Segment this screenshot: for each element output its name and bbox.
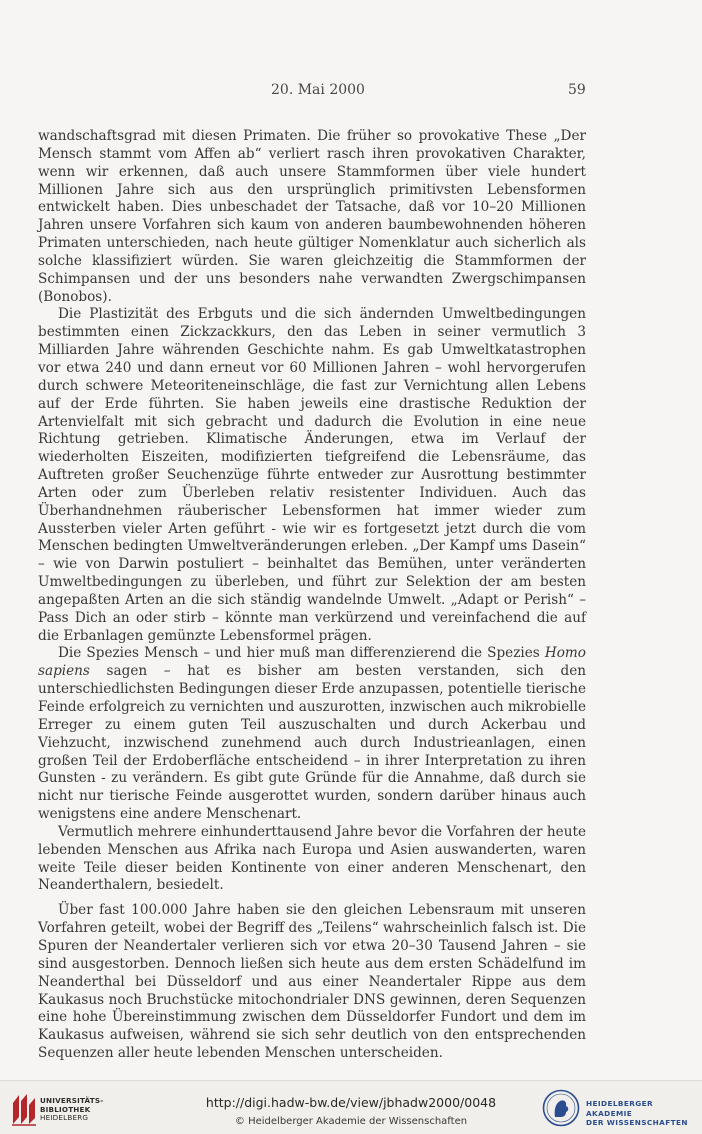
paragraph-3-start: Die Spezies Mensch – und hier muß man differenzierend die Spezies — [58, 645, 545, 662]
running-header — [0, 82, 702, 102]
library-line-2: BIBLIOTHEK — [40, 1104, 91, 1114]
library-line-1: UNIVERSITÄTS- — [40, 1096, 104, 1105]
species-name-italic: Homo sapiens — [38, 645, 586, 680]
academy-name — [586, 1099, 702, 1128]
header-date: 20. Mai 2000 — [271, 82, 365, 98]
paragraph-3 — [38, 645, 586, 823]
academy-line-1: HEIDELBERGER AKADEMIE — [586, 1099, 654, 1118]
library-line-3: HEIDELBERG — [40, 1113, 89, 1123]
copyright-notice: © Heidelberger Akademie der Wissenschaften — [234, 1116, 468, 1127]
paragraph-2: Die Plastizität des Erbguts und die sich ändernden Umweltbedingungen bestimmten einen Zickzackkurs, den das Leben in seiner vermutlich 3 Milliarden Jahre währenden Geschichte nahm. Es gab Umweltkatastrophen vor etwa 240 und dann erneut vor 60 Millionen Jahren – wohl hervorgerufen durch schwere Meteoriteneinschläge, die fast zur Vernichtung allen Lebens auf der Erde führten. Sie haben jeweils eine drastische Reduktion der Artenvielfalt mit sich gebracht und dadurch die Evolution in eine neue Richtung getrieben. Klimatische Änderungen, etwa im Verlauf der wiederholten Eiszeiten, modifizierten tiefgreifend die Lebensräume, das Auftreten großer Seuchenzüge führte entweder zur Ausrottung bestimmter Arten oder zum Überleben relativ resistenter Individuen. Auch das Überhandnehmen räuberischer Lebensformen hat immer wieder zum Aussterben vieler Arten geführt - wie wir es fortgesetzt jetzt durch die vom Menschen bedingten Umweltveränderungen erleben. „Der Kampf ums Dasein“ – wie von Darwin postuliert – beinhaltet das Bemühen, unter veränderten Umweltbedingungen zu überleben, und führt zur Selektion der am besten angepaßten Arten an die sich ständig wandelnde Umwelt. „Adapt or Perish“ – Pass Dich an oder stirb – könnte man verkürzend und vereinfachend die auf die Erbanlagen gemünzte Lebensformel prägen. — [38, 306, 586, 644]
academy-seal-icon — [542, 1089, 580, 1127]
digitization-footer — [0, 1080, 702, 1134]
permalink-url[interactable]: http://digi.hadw-bw.de/view/jbhadw2000/0048 — [205, 1095, 497, 1110]
paragraph-5: Über fast 100.000 Jahre haben sie den gleichen Lebensraum mit unseren Vorfahren geteilt, wobei der Begriff des „Teilens“ wahrscheinlich falsch ist. Die Spuren der Neandertaler verlieren sich vor etwa 20–30 Tausend Jahren – sie sind ausgestorben. Dennoch ließen sich heute aus dem ersten Schädelfund im Neanderthal bei Düsseldorf und aus einer Neandertaler Rippe aus dem Kaukasus noch Bruchstücke mitochondrialer DNS gewinnen, deren Sequenzen eine hohe Übereinstimmung zwischen dem Düsseldorfer Fundort und dem im Kaukasus aufweisen, während sie sich sehr deutlich von den entsprechenden Sequenzen aller heute lebenden Menschen unterscheiden. — [38, 902, 586, 1062]
academy-line-2: DER WISSENSCHAFTEN — [586, 1118, 688, 1127]
paragraph-1: wandschaftsgrad mit diesen Primaten. Die früher so provokative These „Der Mensch stammt vom Affen ab“ verliert rasch ihren provokativen Charakter, wenn wir erkennen, daß auch unsere Stammformen über viele hundert Millionen Jahre sich aus den ursprünglich primitivsten Lebensformen entwickelt haben. Dies unbeschadet der Tatsache, daß vor 10–20 Millionen Jahren unsere Vorfahren sich kaum von anderen baumbewohnenden höheren Primaten unterschieden, nach heute gültiger Nomenklatur auch sicherlich als solche klassifiziert würden. Sie waren gleichzeitig die Stammformen der Schimpansen und der uns besonders nahe verwandten Zwergschimpansen (Bonobos). — [38, 128, 586, 305]
paragraph-3-end: sagen – hat es bisher am besten verstanden, sich den unterschiedlichsten Bedingungen dieser Erde anzupassen, potentielle tierische Feinde erfolgreich zu vernichten und auszurotten, inzwischen auch mikrobielle Erreger zu einem guten Teil auszuschalten und durch Ackerbau und Viehzucht, inzwischend zunehmend auch durch Industrieanlagen, einen großen Teil der Erdoberfläche entscheidend – in ihrer Interpretation zu ihren Gunsten - zu verändern. Es gibt gute Gründe für die Annahme, daß durch sie nicht nur tierische Feinde ausgerottet wurden, sondern darüber hinaus auch wenigstens eine andere Menschenart. — [38, 663, 587, 823]
page-number: 59 — [568, 82, 586, 98]
paragraph-4: Vermutlich mehrere einhunderttausend Jahre bevor die Vorfahren der heute lebenden Menschen aus Afrika nach Europa und Asien auswanderten, waren weite Teile dieser beiden Kontinente von einer anderen Menschenart, den Neanderthalern, besiedelt. — [38, 823, 586, 894]
page-body — [38, 128, 586, 1063]
